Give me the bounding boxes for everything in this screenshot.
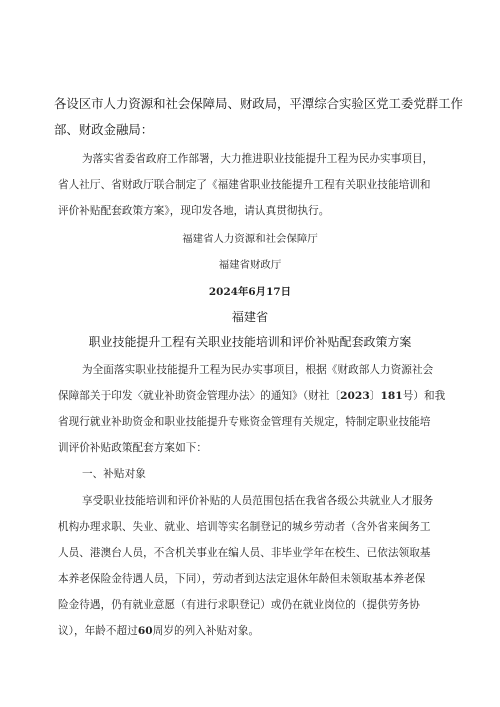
section-1-line-3: 人员、港澳台人员，不含机关事业在编人员、非毕业学年在校生、已依法领取基 — [58, 547, 431, 559]
addressee-line-1: 各设区市人力资源和社会保障局、财政局，平潭综合实验区党工委党群工作 — [54, 96, 463, 111]
section-1-heading: 一、补贴对象 — [82, 468, 146, 480]
document-province-title: 福建省 — [231, 310, 269, 324]
preamble-line-2-text-c: 号）和我 — [402, 390, 446, 402]
preamble-line-3: 省现行就业补助资金和职业技能提升专账资金管理有关规定，特制定职业技能培 — [58, 416, 431, 428]
preamble-line-4: 训评价补贴政策配套方案如下： — [58, 442, 208, 454]
age-limit: 60 — [137, 625, 153, 637]
signature-org-2: 福建省财政厅 — [218, 259, 282, 271]
section-1-line-5: 险金待遇，仍有就业意愿（有进行求职登记）或仍在就业岗位的（提供劳务协 — [58, 599, 420, 611]
signature-org-1: 福建省人力资源和社会保障厅 — [182, 233, 318, 245]
signature-date: 2024年6月17日 — [208, 286, 292, 298]
section-1-line-2: 机构办理求职、失业、就业、培训等实名制登记的城乡劳动者（含外省来闽务工 — [58, 521, 431, 533]
preamble-line-2 — [58, 388, 445, 404]
preamble-year: 2023 — [340, 390, 370, 402]
section-1-line-4: 本养老保险金待遇人员，下同），劳动者到达法定退休年龄但未领取基本养老保 — [58, 573, 426, 585]
preamble-line-2-text-b: 〕 — [369, 390, 381, 402]
preamble-line-1: 为全面落实职业技能提升工程为民办实事项目，根据《财政部人力资源社会 — [82, 364, 434, 376]
preamble-doc-number: 181 — [380, 390, 403, 402]
section-1-line-1: 享受职业技能培训和评价补贴的人员范围包括在我省各级公共就业人才服务 — [82, 495, 434, 507]
section-1-line-6-text-a: 议），年龄不超过 — [58, 625, 138, 637]
addressee-line-2: 部、财政金融局： — [54, 122, 154, 137]
intro-line-3: 评价补贴配套政策方案》，现印发各地，请认真贯彻执行。 — [58, 205, 330, 217]
document-main-title: 职业技能提升工程有关职业技能培训和评价补贴配套政策方案 — [88, 335, 412, 349]
section-1-line-6 — [58, 623, 259, 639]
preamble-line-2-text-a: 保障部关于印发〈就业补助资金管理办法〉的通知》（财社〔 — [58, 390, 341, 402]
intro-line-1: 为落实省委省政府工作部署，大力推进职业技能提升工程为民办实事项目， — [82, 153, 434, 165]
intro-line-2: 省人社厅、省财政厅联合制定了《福建省职业技能提升工程有关职业技能培训和 — [58, 179, 431, 191]
section-1-line-6-text-b: 周岁的列入补贴对象。 — [152, 625, 260, 637]
